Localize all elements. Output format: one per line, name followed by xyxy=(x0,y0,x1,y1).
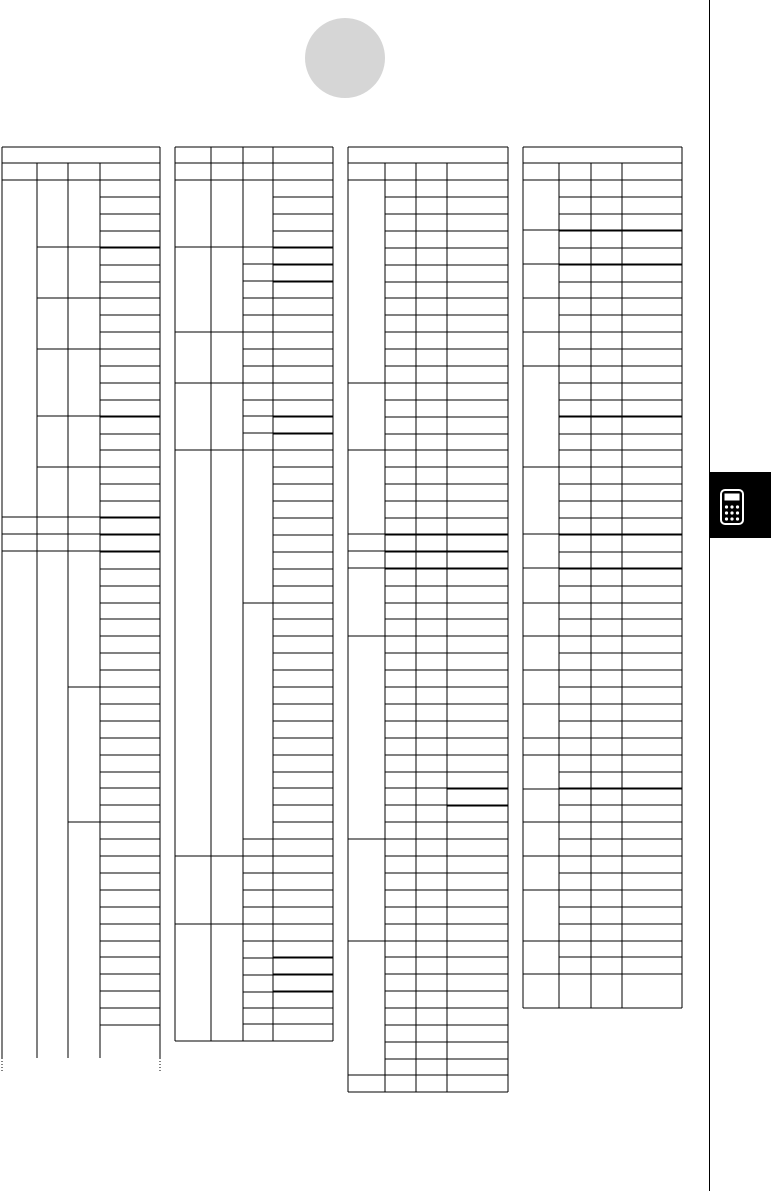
table-1 xyxy=(2,147,160,1072)
table-4 xyxy=(523,147,682,1008)
table-3 xyxy=(348,147,508,1092)
table-2 xyxy=(175,147,333,1041)
